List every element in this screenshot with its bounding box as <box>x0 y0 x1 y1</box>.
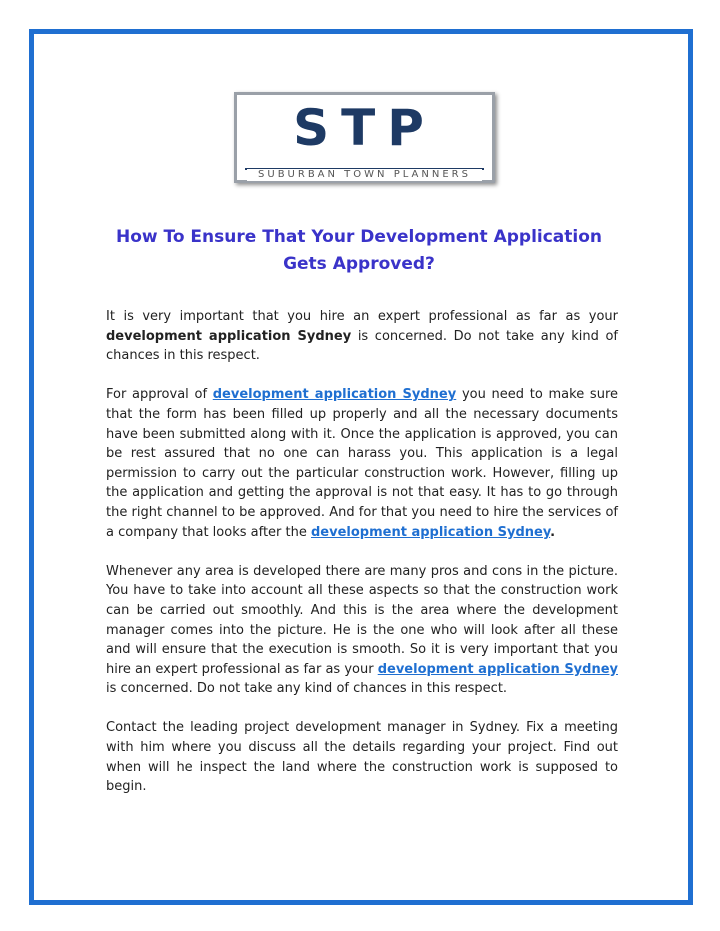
p1-bold-phrase: development application Sydney <box>106 328 352 344</box>
p4-text-a: Contact the leading project development manager in Sydney. Fix a meeting with him where you discuss all the details regarding your project. Find out when will he inspect the land where the construction work is supposed to begin. <box>106 720 618 795</box>
paragraph-4 <box>106 718 618 796</box>
p2-text-a: For approval of <box>106 387 213 403</box>
paragraph-2 <box>106 385 618 542</box>
development-application-link-1[interactable]: development application Sydney <box>212 387 457 403</box>
page-title <box>104 224 614 278</box>
p2-text-b: you need to make sure that the form has been filled up properly and all the necessary documents have been submitted along with it. Once the application is approved, you can be rest assured that no one can harass you. This application is a legal permission to carry out the particular construction work. However, filling up the application and getting the approval is not that easy. It has to go through the right channel to be approved. And for that you need to hire the services of a company that looks after the <box>106 387 618 540</box>
p3-text-b: is concerned. Do not take any kind of chances in this respect. <box>106 681 508 697</box>
p3-text-a: Whenever any area is developed there are many pros and cons in the picture. You have to take into account all these aspects so that the construction work can be carried out smoothly. And this is the area where the development manager comes into the picture. He is the one who will look after all these and will ensure that the execution is smooth. So it is very important that you hire an expert professional as far as your <box>106 563 618 677</box>
development-application-link-2[interactable]: development application Sydney <box>311 524 551 540</box>
development-application-link-3[interactable]: development application Sydney <box>377 661 619 677</box>
page-frame <box>29 29 693 905</box>
article-body <box>106 307 618 816</box>
title-line-2: Gets Approved? <box>283 254 435 274</box>
paragraph-1 <box>106 307 618 366</box>
paragraph-3 <box>106 562 618 699</box>
title-line-1: How To Ensure That Your Development Application <box>115 227 603 247</box>
p2-text-c: . <box>550 524 556 540</box>
p1-text-b: is concerned. Do not take any kind of chances in this respect. <box>106 328 619 364</box>
logo-letters: STP <box>293 99 436 157</box>
logo-subtitle: SUBURBAN TOWN PLANNERS <box>247 169 482 181</box>
stp-logo <box>234 92 495 183</box>
p1-text-a: It is very important that you hire an expert professional as far as your <box>106 309 618 324</box>
